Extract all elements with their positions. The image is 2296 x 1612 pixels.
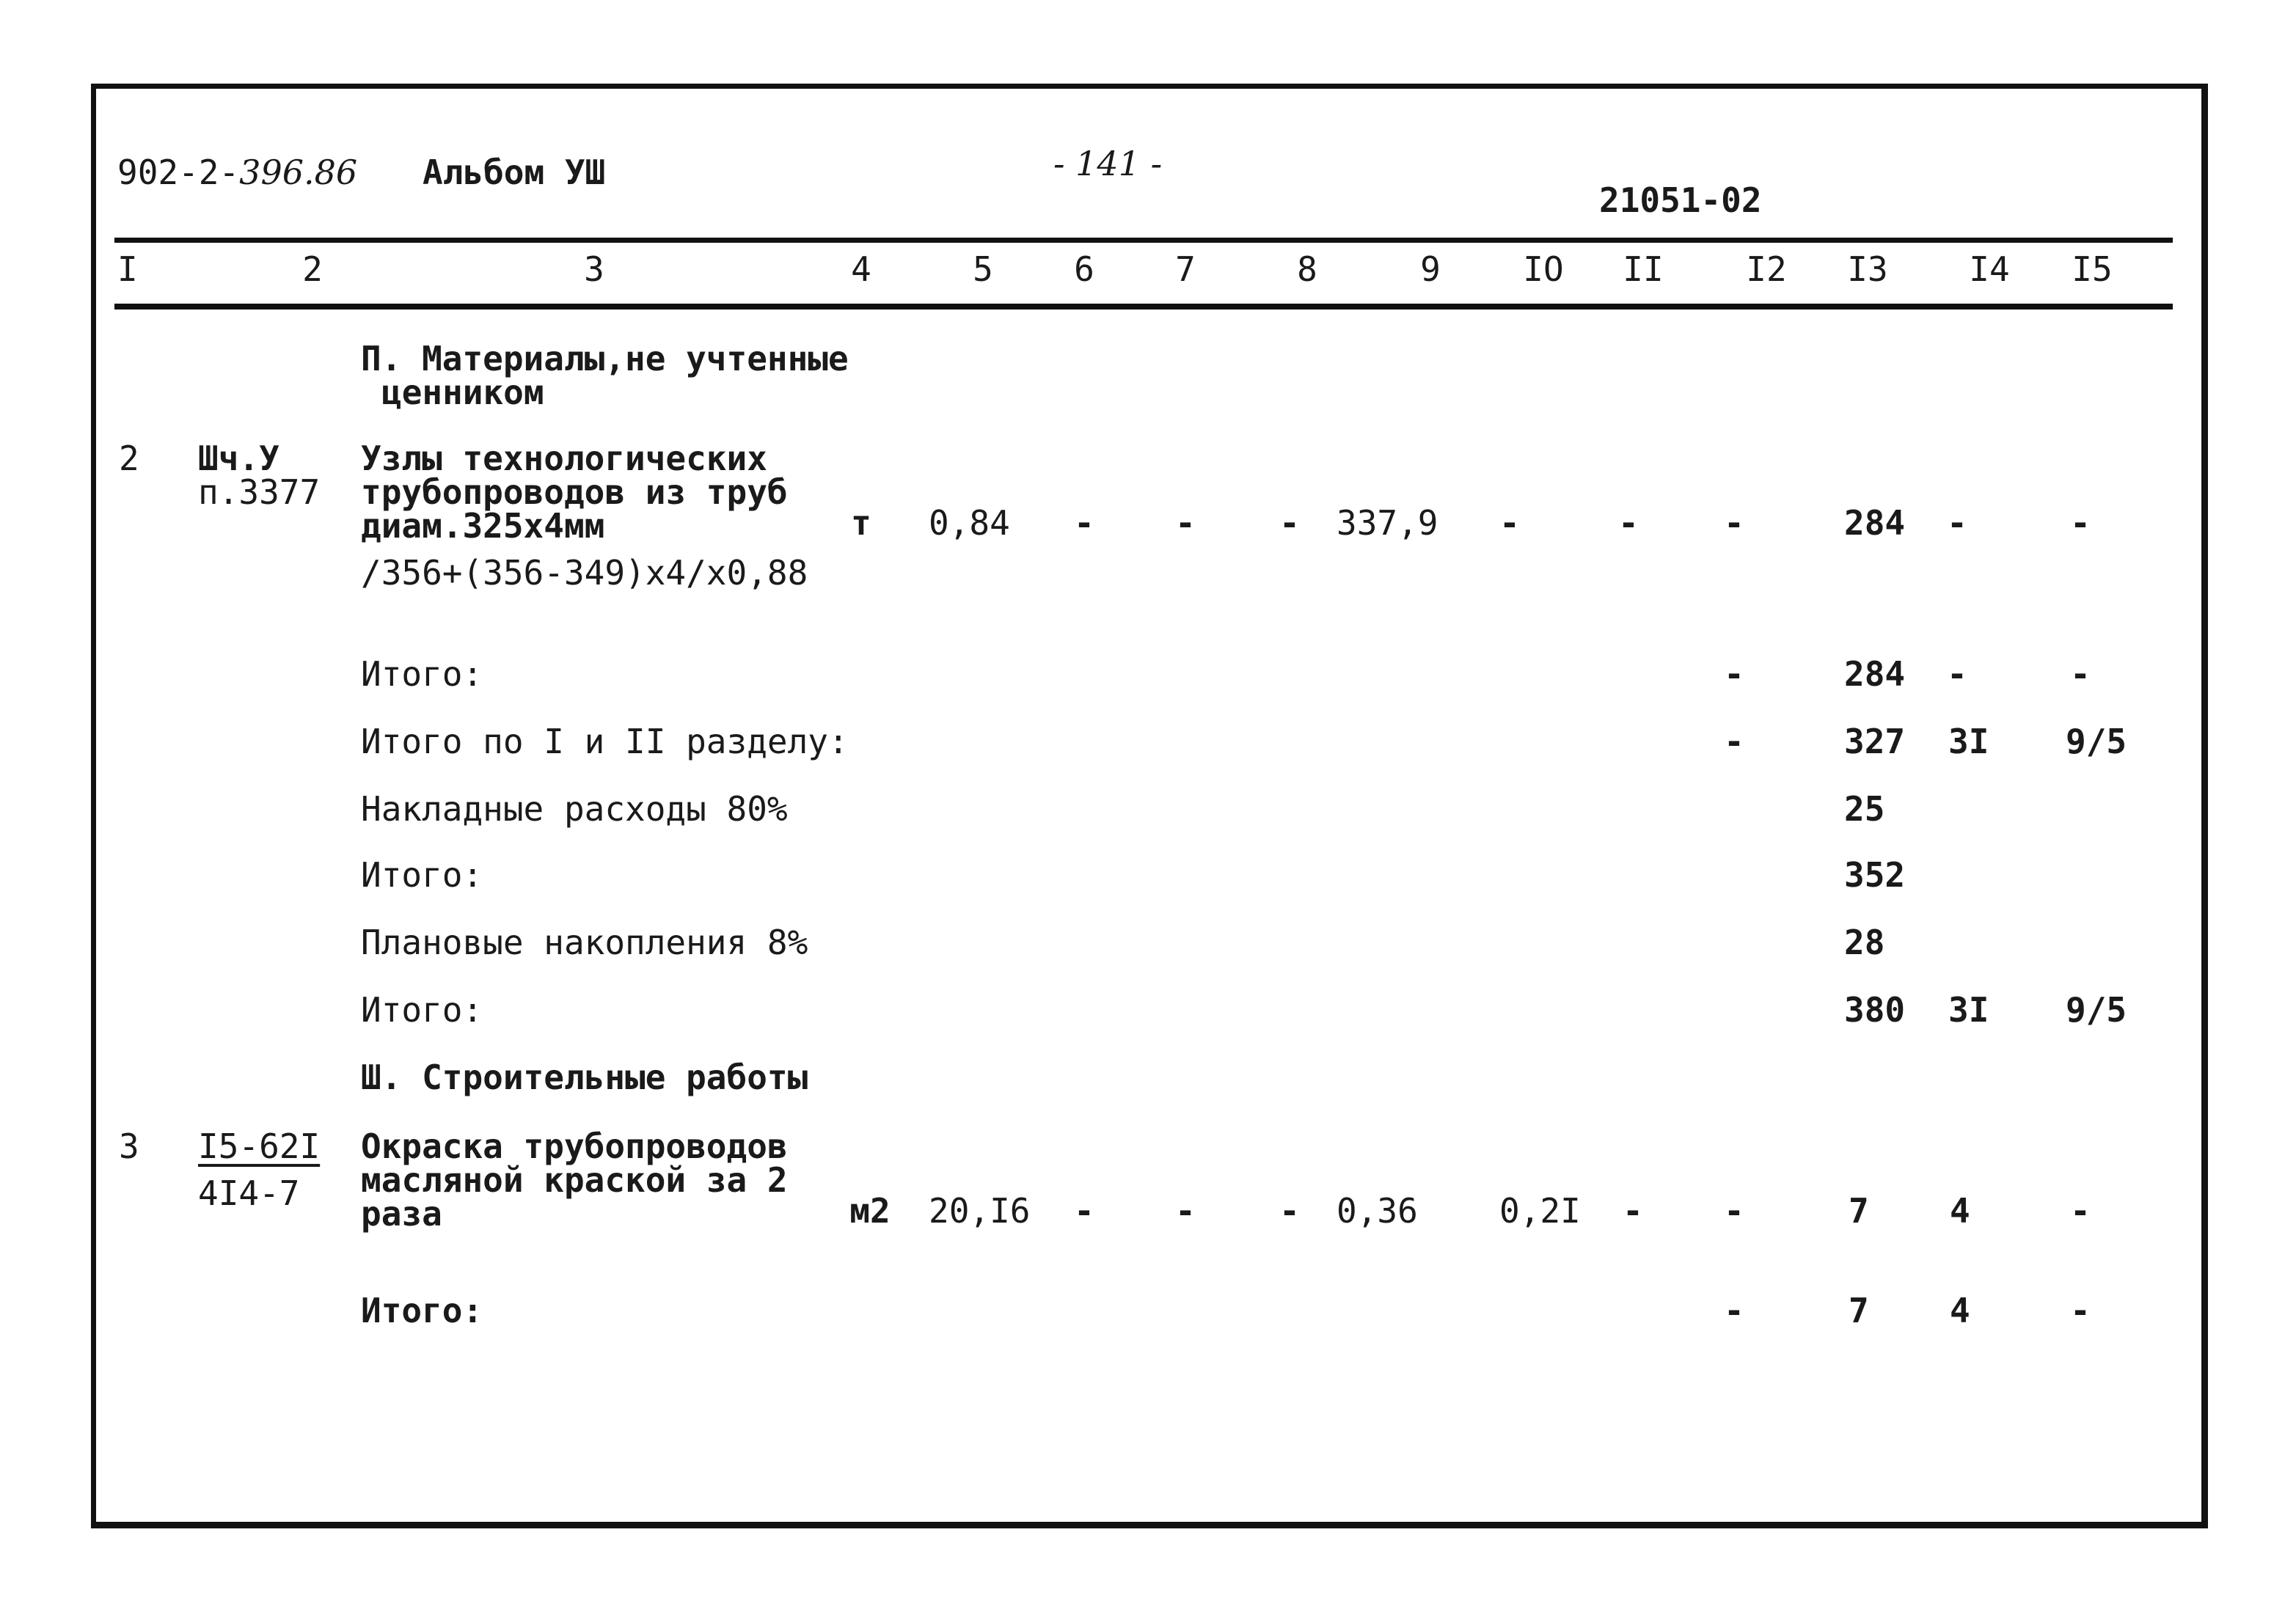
total-col-12: - bbox=[1724, 1291, 1744, 1330]
description-line-1: Окраска трубопроводов bbox=[361, 1126, 788, 1166]
column-number-12: I2 bbox=[1746, 249, 1787, 289]
cell-col-6: - bbox=[1074, 1191, 1094, 1231]
column-number-1: I bbox=[117, 249, 138, 289]
cell-col-7: - bbox=[1175, 1191, 1196, 1231]
album-label: Альбом УШ bbox=[423, 153, 606, 192]
total-col-13: 28 bbox=[1844, 923, 1885, 962]
column-number-7: 7 bbox=[1175, 249, 1196, 289]
column-number-11: II bbox=[1623, 249, 1664, 289]
description-formula: /356+(356-349)х4/х0,88 bbox=[361, 553, 808, 593]
description-line-1: Узлы технологических bbox=[361, 439, 767, 478]
document-code bbox=[117, 153, 358, 192]
quantity: 20,I6 bbox=[929, 1191, 1031, 1231]
column-number-13: I3 bbox=[1847, 249, 1888, 289]
page-number: - 141 - bbox=[1053, 144, 1163, 183]
price-code-line-2: п.3377 bbox=[198, 472, 321, 512]
column-number-14: I4 bbox=[1969, 249, 2010, 289]
cell-col-13: 7 bbox=[1849, 1191, 1869, 1231]
price-code-line-2: 4I4-7 bbox=[198, 1173, 300, 1213]
cell-col-15: - bbox=[2070, 1191, 2091, 1231]
total-col-13: 284 bbox=[1844, 654, 1906, 694]
cell-col-11: - bbox=[1618, 503, 1639, 543]
total-col-15: 9/5 bbox=[2066, 722, 2127, 761]
total-col-13: 25 bbox=[1844, 789, 1885, 829]
column-number-9: 9 bbox=[1420, 249, 1441, 289]
column-number-10: IO bbox=[1523, 249, 1564, 289]
column-number-8: 8 bbox=[1297, 249, 1317, 289]
total-label: Итого: bbox=[361, 654, 483, 694]
quantity: 0,84 bbox=[929, 503, 1010, 543]
section-2-title-line-2: ценником bbox=[381, 373, 544, 412]
cell-col-8: - bbox=[1279, 503, 1300, 543]
total-label: Итого по I и II разделу: bbox=[361, 722, 849, 761]
total-col-12: - bbox=[1724, 654, 1744, 694]
section-3-title: Ш. Строительные работы bbox=[361, 1058, 808, 1097]
stamp-code: 21051-02 bbox=[1599, 180, 1762, 220]
document-code-handwritten: 396.86 bbox=[239, 153, 358, 192]
column-number-3: 3 bbox=[584, 249, 604, 289]
total-col-15: 9/5 bbox=[2066, 990, 2127, 1030]
total-label: Итого: bbox=[361, 855, 483, 895]
total-label: Итого: bbox=[361, 1291, 483, 1330]
cell-col-12: - bbox=[1724, 1191, 1744, 1231]
unit: т bbox=[851, 503, 871, 543]
description-line-3: раза bbox=[361, 1194, 442, 1234]
cell-col-14: - bbox=[1947, 503, 1967, 543]
description-line-2: масляной краской за 2 bbox=[361, 1160, 788, 1200]
cell-col-13: 284 bbox=[1844, 503, 1906, 543]
unit: м2 bbox=[849, 1191, 891, 1231]
total-col-14: - bbox=[1947, 654, 1967, 694]
total-col-15: - bbox=[2070, 1291, 2091, 1330]
total-col-14: 3I bbox=[1948, 722, 1989, 761]
cell-col-11: - bbox=[1623, 1191, 1643, 1231]
header-rule-top bbox=[114, 238, 2173, 243]
row-number: 3 bbox=[119, 1126, 139, 1166]
cell-col-10: 0,2I bbox=[1499, 1191, 1581, 1231]
cell-col-9: 337,9 bbox=[1337, 503, 1438, 543]
column-number-15: I5 bbox=[2072, 249, 2113, 289]
cell-col-10: - bbox=[1499, 503, 1520, 543]
cell-col-8: - bbox=[1279, 1191, 1300, 1231]
cell-col-9: 0,36 bbox=[1337, 1191, 1418, 1231]
total-col-13: 7 bbox=[1849, 1291, 1869, 1330]
total-col-13: 352 bbox=[1844, 855, 1906, 895]
header-rule-bottom bbox=[114, 304, 2173, 309]
document-code-prefix: 902-2- bbox=[117, 153, 240, 192]
description-line-2: трубопроводов из труб bbox=[361, 472, 788, 512]
price-code-line-1: Шч.У bbox=[198, 439, 279, 478]
description-line-3: диам.325х4мм bbox=[361, 506, 605, 546]
total-col-12: - bbox=[1724, 722, 1744, 761]
section-2-title-line-1: П. Материалы,не учтенные bbox=[361, 339, 849, 378]
cell-col-7: - bbox=[1175, 503, 1196, 543]
row-number: 2 bbox=[119, 439, 139, 478]
cell-col-12: - bbox=[1724, 503, 1744, 543]
total-label: Плановые накопления 8% bbox=[361, 923, 808, 962]
total-col-13: 380 bbox=[1844, 990, 1906, 1030]
column-number-2: 2 bbox=[302, 249, 323, 289]
column-number-5: 5 bbox=[973, 249, 993, 289]
total-label: Итого: bbox=[361, 990, 483, 1030]
cell-col-15: - bbox=[2070, 503, 2091, 543]
column-number-4: 4 bbox=[851, 249, 871, 289]
total-col-14: 3I bbox=[1948, 990, 1989, 1030]
total-col-14: 4 bbox=[1950, 1291, 1970, 1330]
cell-col-6: - bbox=[1074, 503, 1094, 543]
price-code-line-1: I5-62I bbox=[198, 1126, 321, 1166]
column-number-6: 6 bbox=[1074, 249, 1094, 289]
cell-col-14: 4 bbox=[1950, 1191, 1970, 1231]
total-col-15: - bbox=[2070, 654, 2091, 694]
total-label: Накладные расходы 80% bbox=[361, 789, 788, 829]
total-col-13: 327 bbox=[1844, 722, 1906, 761]
